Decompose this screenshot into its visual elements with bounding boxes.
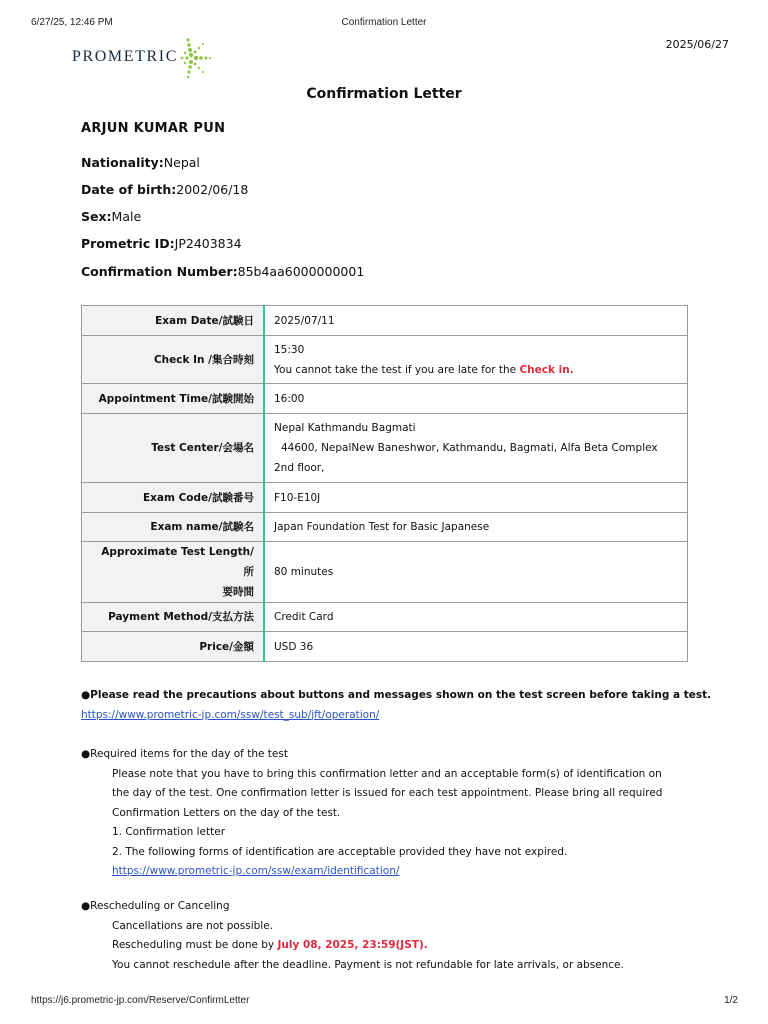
table-row-price <box>82 632 688 662</box>
sex-row <box>81 209 141 224</box>
test-length-value: 80 minutes <box>264 542 688 603</box>
required-items-line3: Confirmation Letters on the day of the test. <box>112 806 341 819</box>
issue-date: 2025/06/27 <box>665 38 729 51</box>
test-center-line3: 2nd floor, <box>274 462 325 474</box>
rescheduling-heading: ●Rescheduling or Canceling <box>81 900 230 912</box>
price-value: USD 36 <box>264 632 688 662</box>
candidate-name: ARJUN KUMAR PUN <box>81 121 226 136</box>
rescheduling-section <box>81 897 701 975</box>
print-datetime: 6/27/25, 12:46 PM <box>31 17 113 28</box>
check-in-emphasis: Check in. <box>519 363 574 376</box>
appointment-label: Appointment Time/試験開始 <box>82 384 265 414</box>
test-center-line2: 44600, NepalNew Baneshwor, Kathmandu, Bagmati, Alfa Beta Complex <box>281 442 658 454</box>
footer-page-number: 1/2 <box>724 995 738 1006</box>
required-items-line2: the day of the test. One confirmation letter is issued for each test appointment. Please bring all required <box>112 787 663 799</box>
required-item-1: 1. Confirmation letter <box>112 826 226 838</box>
nationality-row <box>81 155 200 170</box>
table-row-exam-code <box>82 483 688 513</box>
sex-label: Sex: <box>81 209 112 224</box>
dob-row <box>81 182 248 197</box>
check-in-note-text: You cannot take the test if you are late for the <box>274 363 520 376</box>
check-in-value <box>264 336 688 384</box>
rescheduling-line3: You cannot reschedule after the deadline. Payment is not refundable for late arrivals, or absence. <box>112 958 624 971</box>
precautions-link[interactable]: https://www.prometric-jp.com/ssw/test_sub/jft/operation/ <box>81 708 380 721</box>
test-length-label-line1: Approximate Test Length/所 <box>101 546 254 578</box>
price-label: Price/金額 <box>82 632 265 662</box>
nationality-label: Nationality: <box>81 155 164 170</box>
rescheduling-deadline: July 08, 2025, 23:59(JST). <box>277 939 428 951</box>
confirmation-number-label: Confirmation Number: <box>81 264 238 279</box>
exam-name-value: Japan Foundation Test for Basic Japanese <box>264 513 688 542</box>
table-row-payment <box>82 603 688 632</box>
test-length-label <box>82 542 265 603</box>
appointment-value: 16:00 <box>264 384 688 414</box>
check-in-label: Check In /集合時刻 <box>82 336 265 384</box>
exam-code-value: F10-E10J <box>264 483 688 513</box>
rescheduling-line2 <box>81 936 701 956</box>
confirmation-number-value: 85b4aa6000000001 <box>237 264 365 279</box>
exam-code-label: Exam Code/試験番号 <box>82 483 265 513</box>
rescheduling-line1: Cancellations are not possible. <box>112 919 274 932</box>
letter-title: Confirmation Letter <box>306 86 462 102</box>
table-row-test-length <box>82 542 688 603</box>
table-row-exam-date <box>82 306 688 336</box>
exam-name-label: Exam name/試験名 <box>82 513 265 542</box>
prometric-logo-icon <box>178 36 212 80</box>
exam-date-value: 2025/07/11 <box>264 306 688 336</box>
test-center-label: Test Center/会場名 <box>82 414 265 483</box>
test-center-line1: Nepal Kathmandu Bagmati <box>274 422 416 434</box>
exam-details-table <box>81 305 688 662</box>
payment-label: Payment Method/支払方法 <box>82 603 265 632</box>
dob-value: 2002/06/18 <box>176 182 249 197</box>
footer-url: https://j6.prometric-jp.com/Reserve/ConfirmLetter <box>31 995 250 1006</box>
table-row-check-in <box>82 336 688 384</box>
print-doc-title: Confirmation Letter <box>341 17 427 28</box>
sex-value: Male <box>111 209 142 224</box>
payment-value: Credit Card <box>264 603 688 632</box>
check-in-time: 15:30 <box>274 343 305 356</box>
nationality-value: Nepal <box>163 155 200 170</box>
rescheduling-line2-text: Rescheduling must be done by <box>112 939 278 951</box>
dob-label: Date of birth: <box>81 182 177 197</box>
exam-date-label: Exam Date/試験日 <box>82 306 265 336</box>
precautions-section <box>81 686 711 725</box>
test-center-value <box>264 414 688 483</box>
check-in-note <box>274 360 678 380</box>
prometric-id-value: JP2403834 <box>174 236 242 251</box>
table-row-appointment <box>82 384 688 414</box>
prometric-logo-text: PROMETRIC <box>72 48 178 65</box>
identification-link[interactable]: https://www.prometric-jp.com/ssw/exam/identification/ <box>112 865 400 877</box>
required-item-2: 2. The following forms of identification are acceptable provided they have not expired. <box>112 845 568 858</box>
prometric-id-row <box>81 236 242 251</box>
table-row-exam-name <box>82 513 688 542</box>
required-items-heading: ●Required items for the day of the test <box>81 748 288 760</box>
precautions-heading: ●Please read the precautions about buttons and messages shown on the test screen before taking a test. <box>81 689 712 701</box>
test-length-label-line2: 要時間 <box>222 586 254 598</box>
table-row-test-center <box>82 414 688 483</box>
confirmation-number-row <box>81 264 364 279</box>
prometric-id-label: Prometric ID: <box>81 236 175 251</box>
required-items-section <box>81 745 701 882</box>
required-items-line1: Please note that you have to bring this confirmation letter and an acceptable form(s) of identification on <box>112 767 662 780</box>
